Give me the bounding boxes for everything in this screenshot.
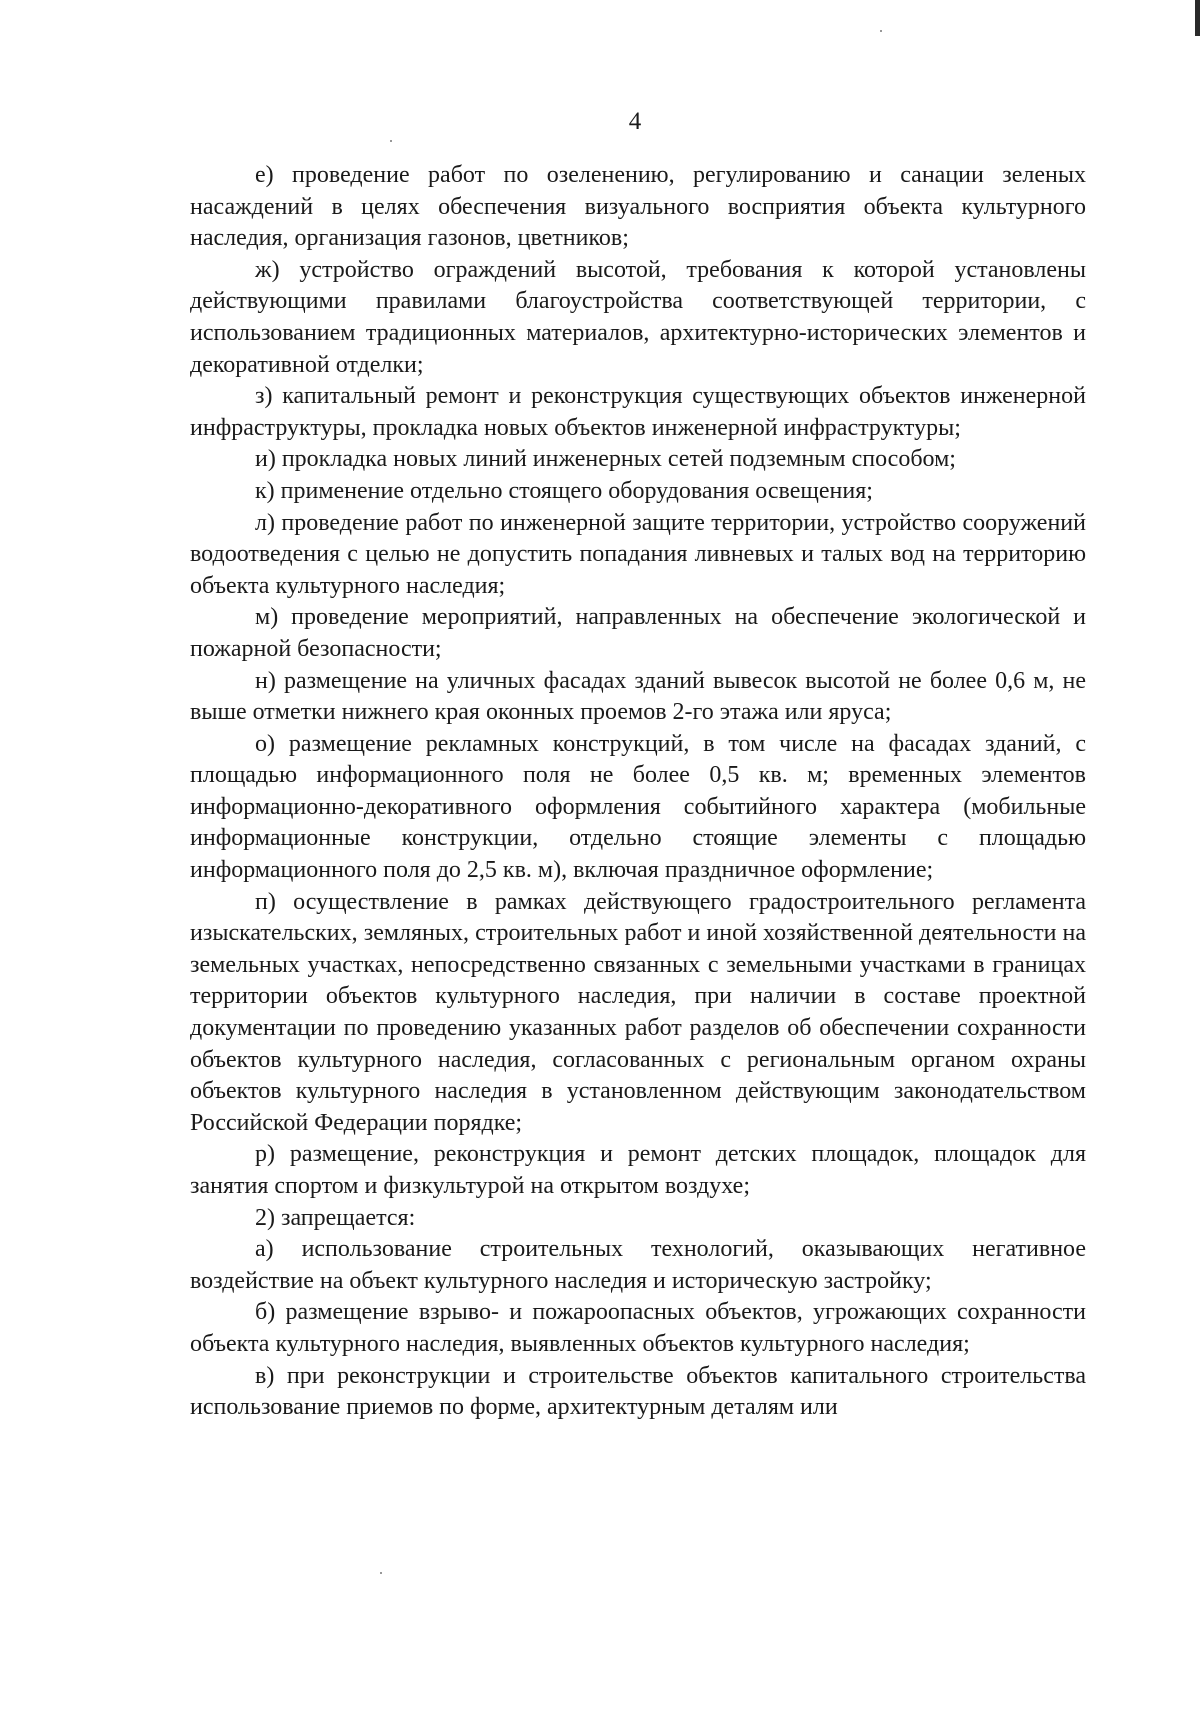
- scan-speck: [390, 140, 392, 142]
- scan-speck: [880, 30, 882, 32]
- paragraph-e: е) проведение работ по озеленению, регулированию и санации зеленых насаждений в целях обеспечения визуального восприятия объекта культурного наследия, организация газонов, цветников;: [190, 162, 1086, 252]
- document-body: [190, 160, 1086, 1424]
- scan-edge-mark: [1195, 0, 1200, 36]
- paragraph-r: р) размещение, реконструкция и ремонт детских площадок, площадок для занятия спортом и физкультурой на открытом воздухе;: [190, 1141, 1086, 1199]
- paragraph-zh: ж) устройство ограждений высотой, требования к которой установлены действующими правилами благоустройства соответствующей территории, с использованием традиционных материалов, архитектурно-исторических элементов и декоративной отделки;: [190, 256, 1086, 378]
- paragraph-l: л) проведение работ по инженерной защите территории, устройство сооружений водоотведения с целью не допустить попадания ливневых и талых вод на территорию объекта культурного наследия;: [190, 509, 1086, 599]
- section-2-heading: 2) запрещается:: [255, 1204, 416, 1231]
- scan-speck: [380, 1572, 382, 1574]
- paragraph-k: к) применение отдельно стоящего оборудования освещения;: [255, 477, 873, 504]
- paragraph-a: а) использование строительных технологий, оказывающих негативное воздействие на объект культурного наследия и историческую застройку;: [190, 1236, 1086, 1294]
- paragraph-p: п) осуществление в рамках действующего градостроительного регламента изыскательских, земляных, строительных работ и иной хозяйственной деятельности на земельных участках, непосредственно связанных с земельными участками в границах территории объектов культурного наследия, при наличии в составе проектной документации по проведению указанных работ разделов об обеспечении сохранности объектов культурного наследия, согласованных с региональным органом охраны объектов культурного наследия в установленном действующим законодательством Российской Федерации порядке;: [190, 888, 1086, 1136]
- paragraph-n: н) размещение на уличных фасадах зданий вывесок высотой не более 0,6 м, не выше отметки нижнего края оконных проемов 2-го этажа или яруса;: [190, 667, 1086, 726]
- paragraph-z: з) капитальный ремонт и реконструкция существующих объектов инженерной инфраструктуры, прокладка новых объектов инженерной инфраструктуры;: [190, 383, 1086, 441]
- paragraph-o: о) размещение рекламных конструкций, в том числе на фасадах зданий, с площадью информационного поля не более 0,5 кв. м; временных элементов информационно-декоративного оформления событийного характера (мобильные информационные конструкции, отдельно стоящие элементы с площадью информационного поля до 2,5 кв. м), включая праздничное оформление;: [190, 730, 1086, 884]
- paragraph-m: м) проведение мероприятий, направленных на обеспечение экологической и пожарной безопасности;: [190, 604, 1086, 662]
- page-number: 4: [628, 108, 642, 135]
- paragraph-b: б) размещение взрыво- и пожароопасных объектов, угрожающих сохранности объекта культурного наследия, выявленных объектов культурного наследия;: [190, 1299, 1086, 1357]
- paragraph-v: в) при реконструкции и строительстве объектов капитального строительства использование приемов по форме, архитектурным деталям или: [190, 1362, 1086, 1421]
- paragraph-i: и) прокладка новых линий инженерных сетей подземным способом;: [255, 446, 956, 473]
